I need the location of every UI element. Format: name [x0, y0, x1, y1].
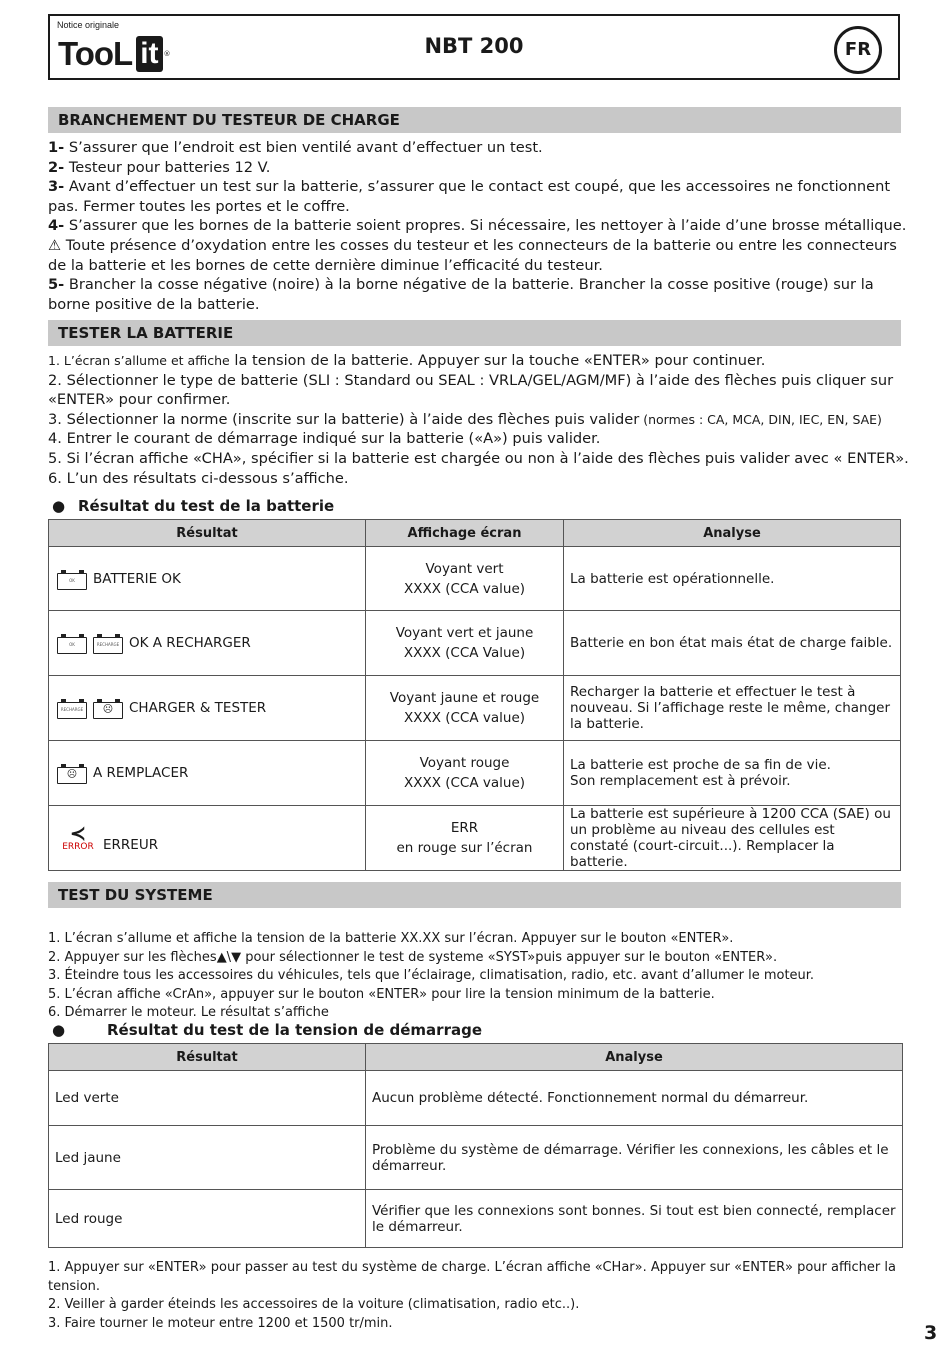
result-cell: Led jaune — [49, 1126, 366, 1190]
branchement-text — [48, 138, 914, 314]
systeme-steps — [48, 930, 908, 1023]
tester-step-6: 6. L’un des résultats ci-dessous s’affiche. — [48, 469, 349, 487]
table-header-row — [49, 520, 901, 547]
result-label: ERREUR — [103, 837, 159, 853]
display-cell: ERR en rouge sur l’écran — [366, 806, 564, 871]
systeme-step: 6. Démarrer le moteur. Le résultat s’affiche — [48, 1005, 329, 1020]
display-cell: Voyant vert XXXX (CCA value) — [366, 547, 564, 611]
clamp-error-icon: ≺ ERROR — [62, 821, 94, 852]
branchement-item-3: 3- Avant d’effectuer un test sur la batterie, s’assurer que le contact est coupé, que les accessoires ne fonctionnent pas. Fermer toutes les portes et le coffre. — [48, 178, 891, 215]
result-label: OK A RECHARGER — [129, 635, 251, 651]
table-row — [49, 1071, 903, 1126]
charge-step: 3. Faire tourner le moteur entre 1200 et 1500 tr/min. — [48, 1315, 393, 1331]
battery-result-table — [48, 519, 901, 871]
analysis-cell: Vérifier que les connexions sont bonnes. Si tout est bien connecté, remplacer le démarreur. — [366, 1190, 903, 1248]
tester-step-3: 3. Sélectionner la norme (inscrite sur la batterie) à l’aide des flèches puis valider (normes : CA, MCA, DIN, IEC, EN, SAE) — [48, 410, 882, 428]
table-header-row — [49, 1044, 903, 1071]
branchement-item-2: 2- Testeur pour batteries 12 V. — [48, 158, 271, 176]
starting-result-heading: ● Résultat du test de la tension de démarrage — [52, 1021, 482, 1039]
analysis-cell: La batterie est proche de sa fin de vie. Son remplacement est à prévoir. — [564, 741, 901, 806]
page-number: 3 — [924, 1322, 938, 1344]
battery-sad-icon: ☹ — [57, 763, 87, 783]
analysis-cell: La batterie est opérationnelle. — [564, 547, 901, 611]
table-header: Analyse — [564, 520, 901, 547]
table-header: Résultat — [49, 520, 366, 547]
section-title-systeme: TEST DU SYSTEME — [48, 882, 901, 908]
charge-step: 1. Appuyer sur «ENTER» pour passer au test du système de charge. L’écran affiche «CHar». Appuyer sur «ENTER» pour afficher la tension. — [48, 1260, 896, 1294]
branchement-item-1: 1- S’assurer que l’endroit est bien ventilé avant d’effectuer un test. — [48, 139, 543, 156]
battery-ok-icon: OK — [57, 569, 87, 589]
starting-result-table — [48, 1043, 903, 1248]
section-title-tester: TESTER LA BATTERIE — [48, 320, 901, 346]
tester-step-1: 1. L’écran s’allume et affiche la tension de la batterie. Appuyer sur la touche «ENTER» pour continuer. — [48, 352, 766, 369]
tester-step-2: 2. Sélectionner le type de batterie (SLI : Standard ou SEAL : VRLA/GEL/AGM/MF) à l’aide des flèches puis cliquer sur «ENTER» pour confirmer. — [48, 371, 894, 409]
table-row — [49, 611, 901, 676]
battery-sad-icon: ☹ — [93, 698, 123, 718]
result-cell — [49, 806, 366, 871]
warning-icon: ⚠ — [48, 236, 62, 254]
systeme-step: 2. Appuyer sur les flèches▲\▼ pour sélectionner le test de systeme «SYST»puis appuyer sur le bouton «ENTER». — [48, 949, 778, 965]
systeme-step: 5. L’écran affiche «CrAn», appuyer sur le bouton «ENTER» pour lire la tension minimum de la batterie. — [48, 986, 715, 1002]
analysis-cell: Batterie en bon état mais état de charge faible. — [564, 611, 901, 676]
battery-ok-icon: OK — [57, 633, 87, 653]
logo-tool-text: TooL — [58, 35, 133, 72]
display-cell: Voyant vert et jaune XXXX (CCA Value) — [366, 611, 564, 676]
systeme-step: 1. L’écran s’allume et affiche la tension de la batterie XX.XX sur l’écran. Appuyer sur le bouton «ENTER». — [48, 931, 734, 946]
bullet-icon: ● — [52, 497, 66, 515]
notice-label: Notice originale — [57, 20, 120, 30]
result-cell — [49, 676, 366, 741]
analysis-cell: Aucun problème détecté. Fonctionnement normal du démarreur. — [366, 1071, 903, 1126]
charge-steps — [48, 1259, 908, 1333]
document-header — [48, 14, 900, 80]
section-title-branchement: BRANCHEMENT DU TESTEUR DE CHARGE — [48, 107, 901, 133]
logo-registered-mark: ® — [163, 50, 171, 58]
tester-steps — [48, 351, 914, 488]
display-cell: Voyant rouge XXXX (CCA value) — [366, 741, 564, 806]
result-cell: Led rouge — [49, 1190, 366, 1248]
logo-it-badge: it — [136, 36, 162, 72]
table-header: Résultat — [49, 1044, 366, 1071]
table-row — [49, 1126, 903, 1190]
branchement-warning: ⚠ Toute présence d’oxydation entre les cosses du testeur et les connecteurs de la batterie ou entre les connecteurs de la batterie et les bornes de cette dernière diminue l’efficacité du testeur. — [48, 236, 897, 274]
model-title: NBT 200 — [424, 34, 524, 58]
result-label: BATTERIE OK — [93, 570, 181, 587]
language-badge: FR — [834, 26, 882, 74]
table-row — [49, 741, 901, 806]
branchement-item-5: 5- Brancher la cosse négative (noire) à la borne négative de la batterie. Brancher la cosse positive (rouge) sur la borne positive de la batterie. — [48, 276, 874, 313]
tester-step-4: 4. Entrer le courant de démarrage indiqué sur la batterie («A») puis valider. — [48, 430, 601, 448]
battery-recharge-icon: RECHARGE — [93, 633, 123, 653]
result-cell — [49, 547, 366, 611]
tester-step-5: 5. Si l’écran affiche «CHA», spécifier si la batterie est chargée ou non à l’aide des flèches puis valider avec « ENTER». — [48, 449, 909, 467]
result-cell: Led verte — [49, 1071, 366, 1126]
result-cell — [49, 611, 366, 676]
branchement-item-4: 4- S’assurer que les bornes de la batterie soient propres. Si nécessaire, les nettoyer à l’aide d’une brosse métallique. — [48, 217, 907, 235]
result-cell — [49, 741, 366, 806]
analysis-cell: La batterie est supérieure à 1200 CCA (SAE) ou un problème au niveau des cellules est constaté (court-circuit...). Remplacer la batterie. — [564, 806, 901, 871]
display-cell: Voyant jaune et rouge XXXX (CCA value) — [366, 676, 564, 741]
table-header: Analyse — [366, 1044, 903, 1071]
table-row — [49, 676, 901, 741]
result-label: CHARGER & TESTER — [129, 700, 267, 716]
battery-result-heading: ● Résultat du test de la batterie — [52, 497, 335, 515]
systeme-step: 3. Éteindre tous les accessoires du véhicules, tels que l’éclairage, climatisation, radio, etc. avant d’allumer le moteur. — [48, 968, 815, 983]
table-row — [49, 547, 901, 611]
charge-step: 2. Veiller à garder éteinds les accessoires de la voiture (climatisation, radio etc..). — [48, 1297, 580, 1312]
bullet-icon: ● — [52, 1021, 66, 1039]
result-label: A REMPLACER — [93, 765, 189, 781]
analysis-cell: Recharger la batterie et effectuer le test à nouveau. Si l’affichage reste le même, changer la batterie. — [564, 676, 901, 741]
analysis-cell: Problème du système de démarrage. Vérifier les connexions, les câbles et le démarreur. — [366, 1126, 903, 1190]
table-row — [49, 806, 901, 871]
table-header: Affichage écran — [366, 520, 564, 547]
table-row — [49, 1190, 903, 1248]
battery-recharge-icon: RECHARGE — [57, 698, 87, 718]
